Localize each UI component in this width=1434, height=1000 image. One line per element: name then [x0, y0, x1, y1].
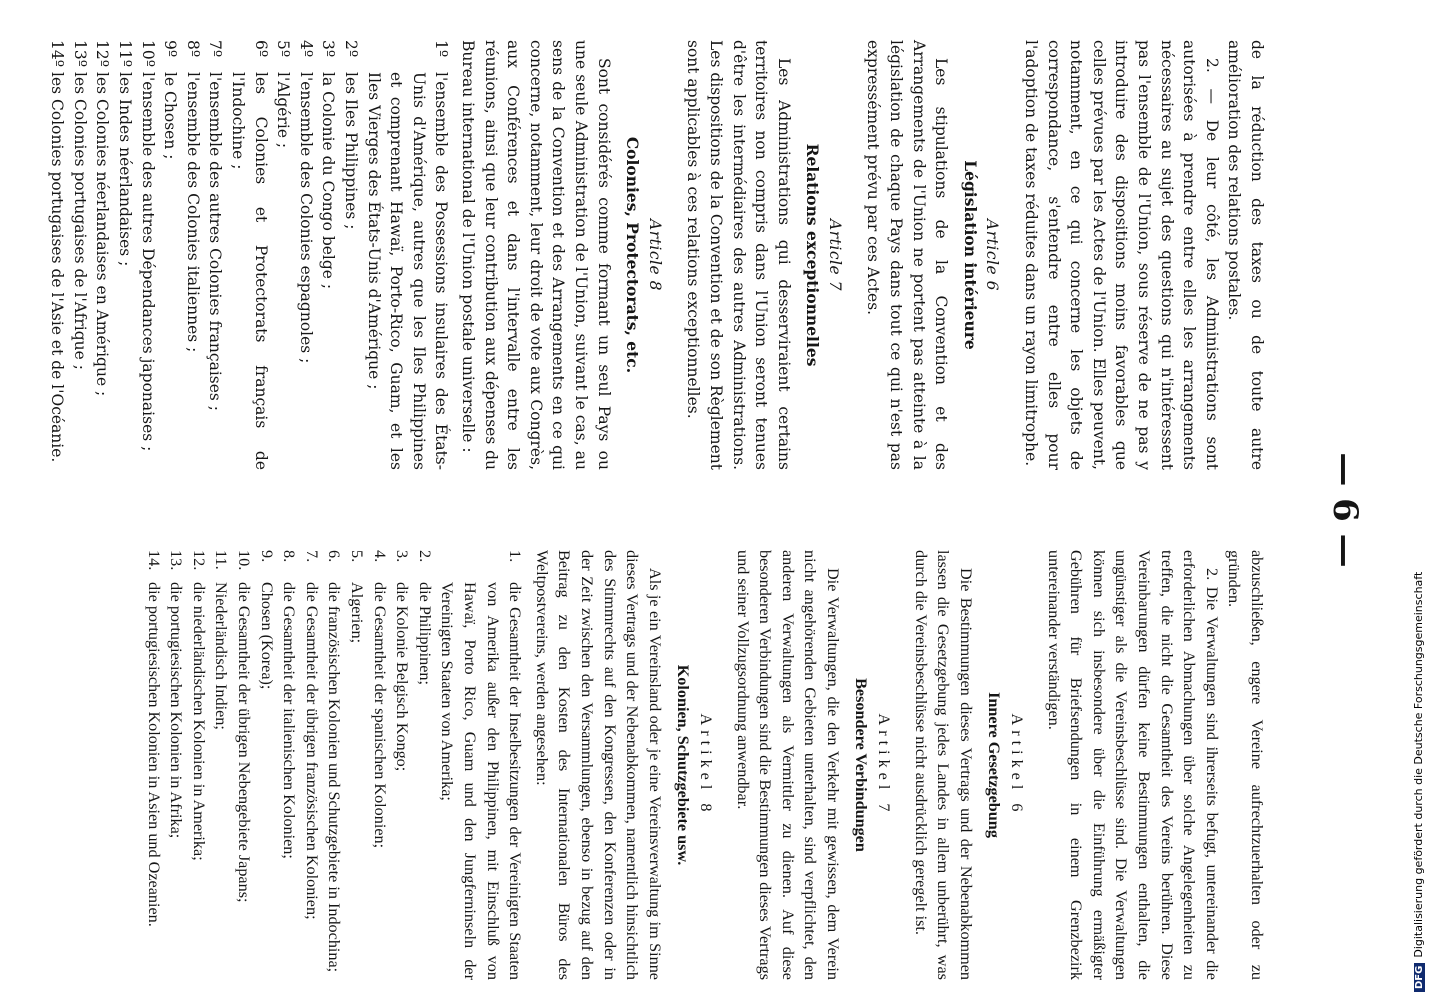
list-item-number: 13º: [70, 40, 89, 68]
article-heading: Relations exceptionnelles: [803, 143, 823, 367]
list-item-text: die Gesamtheit der übrigen französischen Kolonien;: [302, 582, 321, 920]
list-item-text: les Colonies portugaises de l'Afrique ;: [70, 72, 89, 370]
list-item-number: 11º: [116, 40, 135, 68]
list-item-number: 3º: [319, 40, 338, 58]
list-item-number: 1º: [432, 40, 451, 58]
list-item-number: 10º: [138, 40, 157, 68]
list-item-text: die Gesamtheit der Inselbesitzungen der Vereinigten Staaten von Amerika außer den Philippinen, mit Einschluß von Hawaï, Porto Rico, Guam und den Jungferninseln der Vereinigten Staaten von Amerika;: [438, 582, 525, 980]
list-item-number: 5.: [348, 550, 367, 563]
list-item-number: 11.: [212, 550, 231, 570]
list-item-number: 14º: [48, 40, 67, 68]
list-item-text: les Iles Philippines ;: [342, 72, 361, 230]
list-item-number: 6º: [251, 40, 270, 58]
list-item-text: die Gesamtheit der übrigen Nebengebiete Japans;: [235, 582, 254, 903]
list-item-text: les Indes néerlandaises ;: [116, 72, 135, 267]
list-item: [187, 550, 210, 980]
list-item-number: 9.: [257, 550, 276, 563]
list-item: [91, 40, 114, 470]
german-column: [142, 550, 1268, 980]
list-item-text: l'ensemble des Colonies italiennes ;: [183, 72, 202, 353]
list-item-number: 7º: [206, 40, 225, 58]
list-item-text: die Philippinen;: [415, 582, 434, 685]
list-item: [204, 40, 227, 470]
list-item: [136, 40, 159, 470]
list-item: [46, 40, 69, 470]
rotated-page: [40, 20, 1365, 1000]
list-item: [278, 550, 301, 980]
article-number: Article 6: [983, 219, 1002, 291]
list-item-text: l'ensemble des Possessions insulaires des États-Unis d'Amérique, autres que les Iles Philippines et comprenant Hawaï, Porto-Rico, Guam, et les Iles Vierges des États-Unis d'Amérique ;: [364, 72, 451, 470]
article-number: Artikel 8: [696, 713, 715, 817]
list-item: [413, 550, 436, 980]
list-item-text: die Kolonie Belgisch Kongo;: [393, 582, 412, 772]
list-item: [339, 40, 362, 470]
list-item: [317, 40, 340, 470]
french-column: [46, 40, 1268, 470]
list-item-number: 14.: [144, 550, 163, 571]
list-item: [165, 550, 188, 980]
list-item-number: 8.: [280, 550, 299, 563]
article-number: Artikel 6: [1008, 713, 1027, 817]
list-item-text: l'ensemble des autres Dépendances japonaises ;: [138, 72, 157, 452]
page-number: — 6 —: [1325, 452, 1365, 568]
list-item-text: l'Algérie ;: [274, 72, 293, 149]
list-item-text: die Gesamtheit der italienischen Kolonien;: [280, 582, 299, 859]
list-item-text: l'ensemble des Colonies espagnoles ;: [296, 72, 315, 364]
list-item-text: die portugiesischen Kolonien in Asien und Ozeanien.: [144, 582, 163, 927]
paragraph: abzuschließen, engere Vereine aufrechtzuerhalten oder zu gründen.: [1225, 550, 1266, 980]
list-item-number: 12º: [93, 40, 112, 68]
list-item-number: 7.: [302, 550, 321, 563]
list-item-number: 8º: [183, 40, 202, 58]
list-item-number: 1.: [506, 550, 525, 563]
list-item: [300, 550, 323, 980]
list-item: [436, 550, 526, 980]
article-heading: Besondere Verbindungen: [852, 678, 871, 852]
territory-list: [142, 550, 526, 980]
list-item-number: 10.: [235, 550, 254, 571]
paragraph: de la réduction des taxes ou de toute autre amélioration des relations postales.: [1225, 40, 1266, 470]
paragraph: Die Bestimmungen dieses Vertrags und der Nebenabkommen lassen die Gesetzgebung jedes Landes in allem unberührt, was durch die Vereinsbeschlüsse nicht ausdrücklich geregelt ist.: [911, 550, 975, 980]
dfg-logo: DFG: [1414, 963, 1425, 992]
list-item: [232, 550, 255, 980]
paragraph: Les Administrations qui desserviraient certains territoires non compris dans l'Union seront tenues d'être les intermédiaires des autres Administrations. Les dispositions de la Convention et de son Règlement sont applicables à ces relations exceptionnelles.: [684, 40, 793, 470]
article-heading: Législation intérieure: [960, 160, 980, 350]
list-item-text: Chosen (Korea);: [257, 582, 276, 690]
list-item: [114, 40, 137, 470]
list-item: [272, 40, 295, 470]
list-item-text: l'ensemble des autres Colonies françaises ;: [206, 72, 225, 412]
list-item-text: le Chosen ;: [161, 72, 180, 160]
territory-list: [46, 40, 453, 470]
list-item-text: les Colonies portugaises de l'Asie et de l'Océanie.: [48, 72, 67, 463]
list-item-number: 4.: [370, 550, 389, 563]
article-heading: Colonies, Protectorats, etc.: [623, 136, 643, 374]
paragraph: Les stipulations de la Convention et des Arrangements de l'Union ne portent pas atteinte à la législation de chaque Pays dans tout ce qui n'est pas expressément prévu par ces Actes.: [864, 40, 951, 470]
list-item-number: 3.: [393, 550, 412, 563]
list-item: [294, 40, 317, 470]
list-item: [368, 550, 391, 980]
list-item-text: die portugiesischen Kolonien in Afrika;: [167, 582, 186, 839]
paragraph: Die Verwaltungen, die den Verkehr mit gewissen, dem Verein nicht angehörenden Gebieten unterhalten, sind verpflichtet, den anderen Verwaltungen als Vermittler zu dienen. Auf diese besonderen Verbindungen sind die Bestimmungen dieses Vertrags und seiner Vollzugsordnung anwendbar.: [733, 550, 842, 980]
list-item: [226, 40, 271, 470]
digitization-credit: [1412, 572, 1425, 992]
list-item: [255, 550, 278, 980]
list-item-text: Algerien;: [348, 582, 367, 644]
list-item: [68, 40, 91, 470]
paragraph: 2. Die Verwaltungen sind ihrerseits befugt, untereinander die erforderlichen Abmachungen über solche Angelegenheiten zu treffen, die nicht die Gesamtheit des Vereins berühren. Diese Vereinbarungen dürfen keine Bestimmungen enthalten, die ungünstiger als die Vereinsbeschlüsse sind. Die Verwaltungen können sich insbesondere über die Einführung ermäßigter Gebühren für Briefsendungen in einem Grenzbezirk untereinander verständigen.: [1044, 550, 1221, 980]
paragraph: 2. — De leur côté, les Administrations sont autorisées à prendre entre elles les arrangements nécessaires au sujet des questions qui n'intéressent pas l'ensemble de l'Union, sous réserve de ne pas y introduire des dispositions moins favorables que celles prévues par les Actes de l'Union. Elles peuvent, notamment, en ce qui concerne les objets de correspondance, s'entendre entre elles pour l'adoption de taxes réduites dans un rayon limitrophe.: [1022, 40, 1221, 470]
list-item: [181, 40, 204, 470]
article-heading: Kolonien, Schutzgebiete usw.: [674, 664, 693, 866]
list-item-text: la Colonie du Congo belge ;: [319, 72, 338, 290]
list-item: [159, 40, 182, 470]
paragraph: Sont considérés comme formant un seul Pays ou une seule Administration de l'Union, suivant le cas, au sens de la Convention et des Arrangements en ce qui concerne, notamment, leur droit de vote aux Congrès, aux Conférences et dans l'intervalle entre les réunions, ainsi que leur contribution aux dépenses du Bureau international de l'Union postale universelle :: [459, 40, 613, 470]
list-item-number: 13.: [167, 550, 186, 571]
list-item: [210, 550, 233, 980]
article-number: Article 8: [645, 219, 664, 291]
list-item-number: 2.: [415, 550, 434, 563]
list-item-text: die französischen Kolonien und Schutzgebiete in Indochina;: [325, 582, 344, 973]
list-item-text: die niederländischen Kolonien in Amerika;: [189, 582, 208, 861]
list-item-text: Niederländisch Indien;: [212, 582, 231, 730]
list-item-number: 4º: [296, 40, 315, 58]
article-number: Artikel 7: [875, 713, 894, 817]
list-item-number: 9º: [161, 40, 180, 58]
list-item: [345, 550, 368, 980]
article-heading: Innere Gesetzgebung: [985, 692, 1004, 838]
list-item-number: 6.: [325, 550, 344, 563]
list-item-text: les Colonies néerlandaises en Amérique ;: [93, 72, 112, 397]
list-item-text: die Gesamtheit der spanischen Kolonien;: [370, 582, 389, 849]
list-item: [323, 550, 346, 980]
list-item-number: 5º: [274, 40, 293, 58]
list-item: [142, 550, 165, 980]
list-item-text: les Colonies et Protectorats français de l'Indochine ;: [229, 72, 270, 470]
article-number: Article 7: [825, 219, 844, 291]
paragraph: Als je ein Vereinsland oder je eine Vereinsverwaltung im Sinne dieses Vertrags und der Nebenabkommen, namentlich hinsichtlich des Stimmrechts auf den Kongressen, den Konferenzen oder in der Zeit zwischen den Versammlungen, ebenso in bezug auf den Beitrag zu den Kosten des Internationalen Büros des Weltpostvereins, werden angesehen:: [532, 550, 664, 980]
list-item: [362, 40, 452, 470]
list-item-number: 12.: [189, 550, 208, 571]
list-item-number: 2º: [342, 40, 361, 58]
list-item: [391, 550, 414, 980]
credit-text: Digitalisierung gefördert durch die Deutsche Forschungsgemeinschaft: [1412, 571, 1425, 958]
